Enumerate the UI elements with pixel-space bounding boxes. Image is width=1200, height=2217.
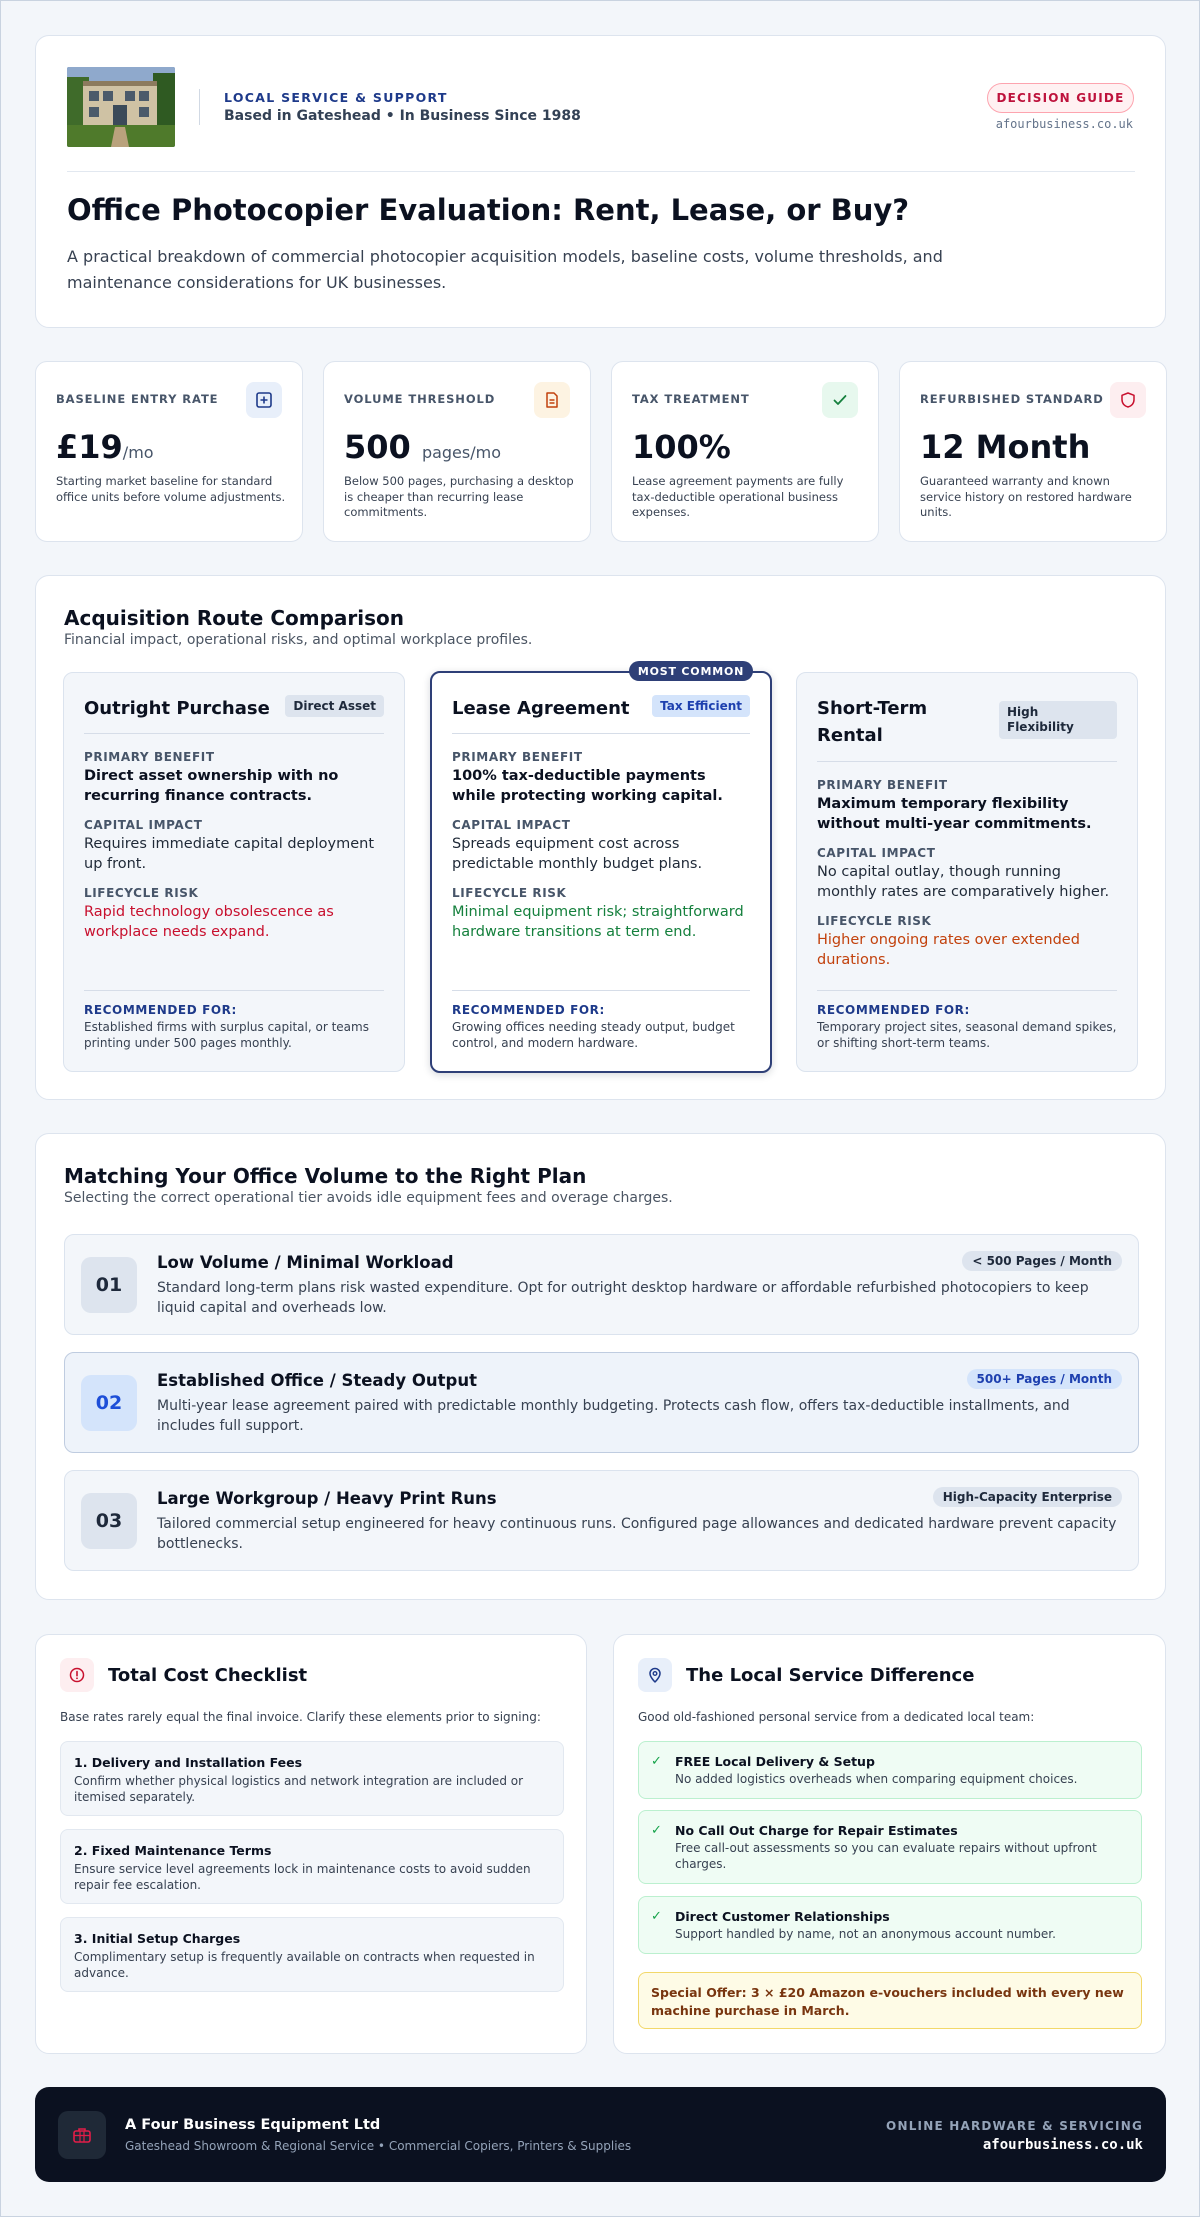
- volume-section: [35, 1133, 1166, 1600]
- route-title: Short-Term Rental: [817, 698, 928, 746]
- service-item-title: No Call Out Charge for Repair Estimates: [675, 1823, 958, 1838]
- capital-label: CAPITAL IMPACT: [84, 818, 203, 832]
- risk-label: LIFECYCLE RISK: [817, 914, 932, 928]
- tier-badge: < 500 Pages / Month: [962, 1251, 1122, 1271]
- footer-tagline: ONLINE HARDWARE & SERVICING: [886, 2119, 1143, 2133]
- volume-tier-large: [64, 1470, 1139, 1571]
- checklist-item-desc: Ensure service level agreements lock in maintenance costs to avoid sudden repair fee escalation.: [74, 1862, 531, 1892]
- benefit-text: 100% tax-deductible payments while protecting working capital.: [452, 768, 723, 804]
- header-divider: [199, 89, 200, 125]
- checklist-title: Total Cost Checklist: [108, 1665, 308, 1686]
- risk-text: Minimal equipment risk; straightforward hardware transitions at term end.: [452, 904, 744, 940]
- route-tag: Direct Asset: [285, 695, 384, 717]
- service-title: The Local Service Difference: [686, 1665, 975, 1686]
- stat-value: 12 Month: [920, 428, 1091, 466]
- stat-label: BASELINE ENTRY RATE: [56, 392, 219, 406]
- service-item: [638, 1810, 1142, 1884]
- capital-label: CAPITAL IMPACT: [817, 846, 936, 860]
- footer: [35, 2087, 1166, 2182]
- route-divider: [452, 733, 750, 734]
- service-subtitle: Good old-fashioned personal service from a dedicated local team:: [638, 1710, 1035, 1724]
- tier-title: Low Volume / Minimal Workload: [157, 1253, 454, 1272]
- risk-text: Rapid technology obsolescence as workplace needs expand.: [84, 904, 334, 940]
- header-card: [35, 35, 1166, 328]
- recommended-text: Growing offices needing steady output, budget control, and modern hardware.: [452, 1020, 735, 1050]
- tier-badge: High-Capacity Enterprise: [933, 1487, 1122, 1507]
- stat-value: 100%: [632, 428, 731, 466]
- tier-number: 03: [81, 1493, 137, 1549]
- document-icon: [534, 382, 570, 418]
- briefcase-icon: [58, 2111, 106, 2159]
- route-card-rental: [796, 672, 1138, 1072]
- volume-tier-low: [64, 1234, 1139, 1335]
- stat-value: 500 pages/mo: [344, 428, 501, 466]
- section-subtitle: Financial impact, operational risks, and optimal workplace profiles.: [64, 632, 533, 648]
- recommended-text: Temporary project sites, seasonal demand spikes, or shifting short-term teams.: [817, 1020, 1117, 1050]
- stat-value: £19/mo: [56, 428, 154, 466]
- page-title: Office Photocopier Evaluation: Rent, Lease, or Buy?: [67, 193, 910, 227]
- stat-description: Starting market baseline for standard office units before volume adjustments.: [56, 474, 286, 504]
- stat-label: REFURBISHED STANDARD: [920, 392, 1104, 406]
- tier-title: Established Office / Steady Output: [157, 1371, 477, 1390]
- checklist-item-title: 1. Delivery and Installation Fees: [74, 1755, 303, 1770]
- shield-icon: [1110, 382, 1146, 418]
- route-divider: [84, 733, 384, 734]
- service-item: [638, 1741, 1142, 1799]
- stat-label: TAX TREATMENT: [632, 392, 750, 406]
- benefit-label: PRIMARY BENEFIT: [452, 750, 583, 764]
- local-service-card: [613, 1634, 1166, 2054]
- tier-number: 01: [81, 1257, 137, 1313]
- route-card-purchase: [63, 672, 405, 1072]
- checklist-item-desc: Confirm whether physical logistics and network integration are included or itemised separately.: [74, 1774, 524, 1804]
- checkmark-icon: ✓: [651, 1754, 662, 1769]
- capital-text: Spreads equipment cost across predictable monthly budget plans.: [452, 836, 703, 872]
- header-separator: [67, 171, 1135, 172]
- route-title: Lease Agreement: [452, 698, 630, 719]
- header-location: Based in Gateshead • In Business Since 1988: [224, 108, 581, 124]
- route-tag: Tax Efficient: [652, 695, 750, 717]
- footer-company-name: A Four Business Equipment Ltd: [125, 2117, 381, 2133]
- stat-description: Below 500 pages, purchasing a desktop is cheaper than recurring lease commitments.: [344, 474, 574, 519]
- route-divider: [817, 990, 1117, 991]
- capital-label: CAPITAL IMPACT: [452, 818, 571, 832]
- tier-description: Tailored commercial setup engineered for heavy continuous runs. Configured page allowances and dedicated hardware prevent capacity bottlenecks.: [157, 1516, 1117, 1552]
- risk-label: LIFECYCLE RISK: [452, 886, 567, 900]
- service-item-desc: Free call-out assessments so you can evaluate repairs without upfront charges.: [675, 1841, 1097, 1871]
- checklist-item: [60, 1829, 564, 1904]
- stat-description: Lease agreement payments are fully tax-deductible operational business expenses.: [632, 474, 844, 519]
- check-icon: [822, 382, 858, 418]
- tier-title: Large Workgroup / Heavy Print Runs: [157, 1489, 497, 1508]
- volume-tier-established: [64, 1352, 1139, 1453]
- header-eyebrow: LOCAL SERVICE & SUPPORT: [224, 90, 448, 105]
- stat-card-volume: [323, 361, 591, 542]
- header-domain[interactable]: afourbusiness.co.uk: [995, 117, 1133, 131]
- stat-card-tax: [611, 361, 879, 542]
- cost-checklist-card: [35, 1634, 587, 2054]
- capital-text: Requires immediate capital deployment up front.: [84, 836, 375, 872]
- alert-circle-icon: [60, 1658, 94, 1692]
- service-item-desc: No added logistics overheads when comparing equipment choices.: [675, 1772, 1078, 1786]
- tier-description: Standard long-term plans risk wasted expenditure. Opt for outright desktop hardware or affordable refurbished photocopiers to keep liquid capital and overheads low.: [157, 1280, 1089, 1316]
- service-item: [638, 1896, 1142, 1954]
- section-title: Matching Your Office Volume to the Right Plan: [64, 1164, 587, 1188]
- checklist-item-title: 2. Fixed Maintenance Terms: [74, 1843, 272, 1858]
- special-offer-banner: Special Offer: 3 × £20 Amazon e-vouchers included with every new machine purchase in March.: [638, 1972, 1142, 2029]
- benefit-text: Direct asset ownership with no recurring finance contracts.: [84, 768, 339, 804]
- footer-domain-link[interactable]: afourbusiness.co.uk: [982, 2137, 1143, 2153]
- checkmark-icon: ✓: [651, 1909, 662, 1924]
- service-item-desc: Support handled by name, not an anonymous account number.: [675, 1927, 1056, 1941]
- map-pin-icon: [638, 1658, 672, 1692]
- checklist-item: [60, 1917, 564, 1992]
- recommended-label: RECOMMENDED FOR:: [84, 1003, 237, 1017]
- tier-description: Multi-year lease agreement paired with predictable monthly budgeting. Protects cash flow, offers tax-deductible installments, and includes full support.: [157, 1398, 1070, 1434]
- benefit-label: PRIMARY BENEFIT: [817, 778, 948, 792]
- tier-number: 02: [81, 1375, 137, 1431]
- recommended-label: RECOMMENDED FOR:: [452, 1003, 605, 1017]
- stat-card-refurbished: [899, 361, 1167, 542]
- service-item-title: FREE Local Delivery & Setup: [675, 1754, 875, 1769]
- stat-description: Guaranteed warranty and known service history on restored hardware units.: [920, 474, 1132, 519]
- route-card-lease: [430, 671, 772, 1073]
- checklist-item: [60, 1741, 564, 1816]
- section-subtitle: Selecting the correct operational tier avoids idle equipment fees and overage charges.: [64, 1190, 673, 1206]
- stat-card-baseline: [35, 361, 303, 542]
- route-divider: [817, 761, 1117, 762]
- benefit-text: Maximum temporary flexibility without multi-year commitments.: [817, 796, 1092, 832]
- checkmark-icon: ✓: [651, 1823, 662, 1838]
- route-divider: [452, 990, 750, 991]
- stat-unit: /mo: [122, 443, 154, 462]
- route-tag: High Flexibility: [999, 701, 1117, 739]
- service-item-title: Direct Customer Relationships: [675, 1909, 890, 1924]
- section-title: Acquisition Route Comparison: [64, 606, 404, 630]
- stat-label: VOLUME THRESHOLD: [344, 392, 496, 406]
- recommended-text: Established firms with surplus capital, or teams printing under 500 pages monthly.: [84, 1020, 369, 1050]
- checklist-item-title: 3. Initial Setup Charges: [74, 1931, 241, 1946]
- route-divider: [84, 990, 384, 991]
- page-intro: A practical breakdown of commercial photocopier acquisition models, baseline costs, volume thresholds, and maintenance considerations for UK businesses.: [67, 247, 943, 292]
- footer-subtitle: Gateshead Showroom & Regional Service • Commercial Copiers, Printers & Supplies: [125, 2139, 632, 2153]
- risk-text: Higher ongoing rates over extended durations.: [817, 932, 1080, 968]
- recommended-label: RECOMMENDED FOR:: [817, 1003, 970, 1017]
- plus-square-icon: [246, 382, 282, 418]
- most-common-badge: MOST COMMON: [629, 661, 753, 681]
- route-title: Outright Purchase: [84, 698, 270, 719]
- checklist-subtitle: Base rates rarely equal the final invoice. Clarify these elements prior to signing:: [60, 1710, 541, 1724]
- office-building-photo: [67, 67, 175, 147]
- tier-badge: 500+ Pages / Month: [967, 1369, 1122, 1389]
- risk-label: LIFECYCLE RISK: [84, 886, 199, 900]
- capital-text: No capital outlay, though running monthly rates are comparatively higher.: [817, 864, 1110, 900]
- acquisition-routes-section: [35, 575, 1166, 1100]
- decision-guide-badge: DECISION GUIDE: [987, 83, 1134, 113]
- benefit-label: PRIMARY BENEFIT: [84, 750, 215, 764]
- checklist-item-desc: Complimentary setup is frequently available on contracts when requested in advance.: [74, 1950, 535, 1980]
- stat-unit: pages/mo: [421, 443, 501, 462]
